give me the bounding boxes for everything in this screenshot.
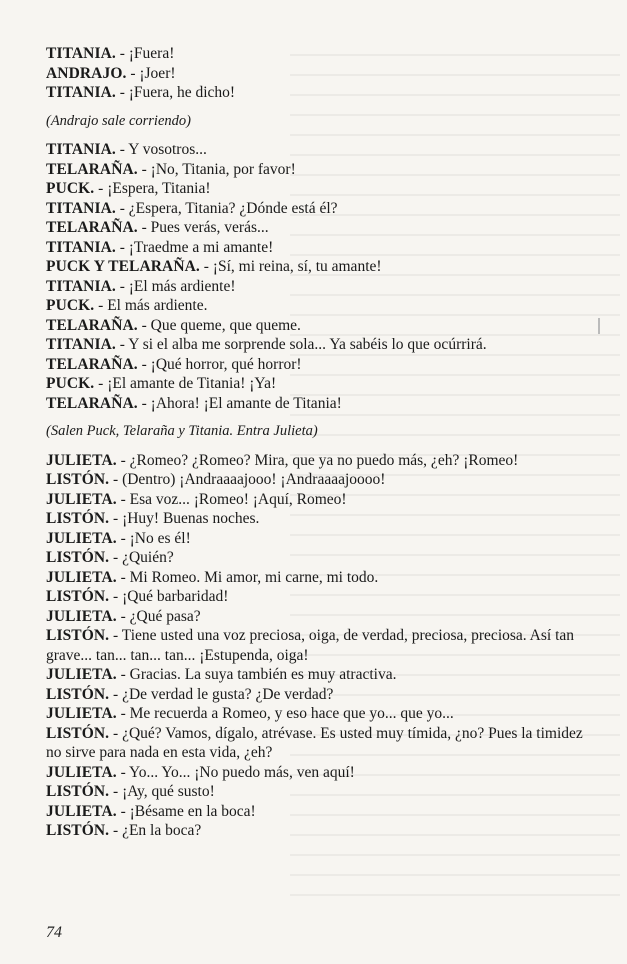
dialogue-text: - ¡El amante de Titania! ¡Ya! xyxy=(94,375,277,392)
dialogue-text: - Y vosotros... xyxy=(115,141,207,158)
dialogue-text: - ¿Quién? xyxy=(109,549,174,566)
stage-direction-1: (Andrajo sale corriendo) xyxy=(46,112,191,129)
dialogue-line xyxy=(46,607,588,627)
speaker-name: LISTÓN. xyxy=(46,549,110,566)
dialogue-text: - Gracias. La suya también es muy atractiva. xyxy=(116,666,397,683)
dialogue-text: - ¿Qué? Vamos, dígalo, atrévase. Es usted muy tímida, ¿no? Pues la timidez no sirve para nada en esta vida, ¿eh? xyxy=(46,724,583,761)
dialogue-text: - Mi Romeo. Mi amor, mi carne, mi todo. xyxy=(116,568,379,586)
dialogue-block-1 xyxy=(46,44,588,103)
dialogue-text: - ¿De verdad le gusta? ¿De verdad? xyxy=(109,685,334,703)
speaker-name: JULIETA. xyxy=(46,490,117,508)
speaker-name: JULIETA. xyxy=(46,666,117,683)
speaker-name: JULIETA. xyxy=(46,529,117,547)
dialogue-block-3 xyxy=(46,451,588,841)
speaker-name: LISTÓN. xyxy=(46,783,110,800)
dialogue-text: - ¡Sí, mi reina, sí, tu amante! xyxy=(199,258,382,275)
speaker-name: LISTÓN. xyxy=(46,685,110,703)
speaker-name: JULIETA. xyxy=(46,607,117,625)
page-number: 74 xyxy=(46,924,62,941)
speaker-name: TITANIA. xyxy=(46,199,116,217)
speaker-name: JULIETA. xyxy=(46,451,117,469)
dialogue-text: - ¡Joer! xyxy=(126,64,176,82)
speaker-name: LISTÓN. xyxy=(46,627,110,644)
dialogue-line xyxy=(46,529,588,549)
dialogue-line xyxy=(46,802,588,822)
dialogue-line xyxy=(46,394,588,414)
dialogue-text: - Yo... Yo... ¡No puedo más, ven aquí! xyxy=(116,763,355,781)
dialogue-text: - ¿Romeo? ¿Romeo? Mira, que ya no puedo más, ¿eh? ¡Romeo! xyxy=(116,451,519,469)
dialogue-block-2 xyxy=(46,140,588,413)
dialogue-text: - ¡No, Titania, por favor! xyxy=(137,160,296,178)
stage-direction-2: (Salen Puck, Telaraña y Titania. Entra Julieta) xyxy=(46,423,318,439)
dialogue-line xyxy=(46,355,588,375)
dialogue-text: - ¡Fuera! xyxy=(115,45,175,62)
dialogue-line xyxy=(46,218,588,238)
speaker-name: TELARAÑA. xyxy=(46,219,138,236)
speaker-name: PUCK. xyxy=(46,180,95,197)
dialogue-line xyxy=(46,509,588,529)
dialogue-line xyxy=(46,763,588,783)
dialogue-line xyxy=(46,199,588,219)
speaker-name: JULIETA. xyxy=(46,802,117,820)
speaker-name: TITANIA. xyxy=(46,141,116,158)
dialogue-line xyxy=(46,665,588,685)
play-script xyxy=(46,44,588,841)
dialogue-line xyxy=(46,335,588,355)
dialogue-line xyxy=(46,374,588,394)
dialogue-line xyxy=(46,296,588,316)
dialogue-line xyxy=(46,821,588,841)
speaker-name: PUCK Y TELARAÑA. xyxy=(46,258,200,275)
dialogue-text: - ¡Qué horror, qué horror! xyxy=(137,355,302,373)
dialogue-line xyxy=(46,277,588,297)
dialogue-line xyxy=(46,548,588,568)
speaker-name: TITANIA. xyxy=(46,277,116,295)
speaker-name: TELARAÑA. xyxy=(46,160,138,178)
dialogue-text: - ¡Ahora! ¡El amante de Titania! xyxy=(137,394,342,412)
speaker-name: LISTÓN. xyxy=(46,724,110,742)
dialogue-text: - ¿Espera, Titania? ¿Dónde está él? xyxy=(115,199,338,217)
dialogue-text: - ¡Espera, Titania! xyxy=(94,180,211,197)
dialogue-line xyxy=(46,782,588,802)
dialogue-text: - ¡El más ardiente! xyxy=(115,277,236,295)
speaker-name: LISTÓN. xyxy=(46,471,110,488)
dialogue-line xyxy=(46,470,588,490)
speaker-name: LISTÓN. xyxy=(46,510,110,527)
dialogue-line xyxy=(46,724,588,763)
dialogue-line xyxy=(46,568,588,588)
speaker-name: PUCK. xyxy=(46,375,95,392)
dialogue-line xyxy=(46,160,588,180)
dialogue-line xyxy=(46,587,588,607)
speaker-name: TELARAÑA. xyxy=(46,316,138,334)
speaker-name: TELARAÑA. xyxy=(46,355,138,373)
dialogue-line xyxy=(46,316,588,336)
speaker-name: JULIETA. xyxy=(46,568,117,586)
speaker-name: TITANIA. xyxy=(46,336,116,353)
speaker-name: TITANIA. xyxy=(46,84,116,101)
speaker-name: TITANIA. xyxy=(46,45,116,62)
dialogue-line xyxy=(46,704,588,724)
speaker-name: TITANIA. xyxy=(46,238,116,256)
speaker-name: PUCK. xyxy=(46,297,95,314)
dialogue-text: - ¡Fuera, he dicho! xyxy=(115,84,236,101)
dialogue-text: - ¡No es él! xyxy=(116,529,191,547)
dialogue-line xyxy=(46,179,588,199)
speaker-name: TELARAÑA. xyxy=(46,394,138,412)
dialogue-line xyxy=(46,83,588,103)
dialogue-line xyxy=(46,140,588,160)
dialogue-text: - Me recuerda a Romeo, y eso hace que yo... que yo... xyxy=(116,705,454,722)
dialogue-text: - ¡Huy! Buenas noches. xyxy=(109,510,260,527)
speaker-name: LISTÓN. xyxy=(46,588,110,605)
dialogue-text: - ¡Ay, qué susto! xyxy=(109,783,215,800)
speaker-name: LISTÓN. xyxy=(46,822,110,839)
dialogue-text: - ¿Qué pasa? xyxy=(116,607,201,625)
dialogue-text: - Pues verás, verás... xyxy=(137,219,269,236)
speaker-name: JULIETA. xyxy=(46,763,117,781)
speaker-name: JULIETA. xyxy=(46,705,117,722)
dialogue-text: - Y si el alba me sorprende sola... Ya sabéis lo que ocúrrirá. xyxy=(115,336,487,353)
dialogue-text: - ¿En la boca? xyxy=(109,822,202,839)
dialogue-text: - ¡Bésame en la boca! xyxy=(116,802,256,820)
dialogue-line xyxy=(46,238,588,258)
dialogue-text: - Que queme, que queme. xyxy=(137,316,301,334)
dialogue-line xyxy=(46,257,588,277)
dialogue-text: - El más ardiente. xyxy=(94,297,208,314)
dialogue-line xyxy=(46,44,588,64)
dialogue-text: - (Dentro) ¡Andraaaajooo! ¡Andraaaajoooo! xyxy=(109,471,386,488)
dialogue-line xyxy=(46,626,588,665)
dialogue-text: - Esa voz... ¡Romeo! ¡Aquí, Romeo! xyxy=(116,490,347,508)
dialogue-line xyxy=(46,685,588,705)
dialogue-text: - ¡Qué barbaridad! xyxy=(109,588,229,605)
dialogue-line xyxy=(46,490,588,510)
speaker-name: ANDRAJO. xyxy=(46,64,127,82)
dialogue-line xyxy=(46,451,588,471)
dialogue-line xyxy=(46,64,588,84)
page-edge-mark xyxy=(598,318,600,334)
dialogue-text: - ¡Traedme a mi amante! xyxy=(115,238,274,256)
dialogue-text: - Tiene usted una voz preciosa, oiga, de verdad, preciosa, preciosa. Así tan grave... tan... tan... tan... ¡Estupenda, oiga! xyxy=(46,627,575,664)
